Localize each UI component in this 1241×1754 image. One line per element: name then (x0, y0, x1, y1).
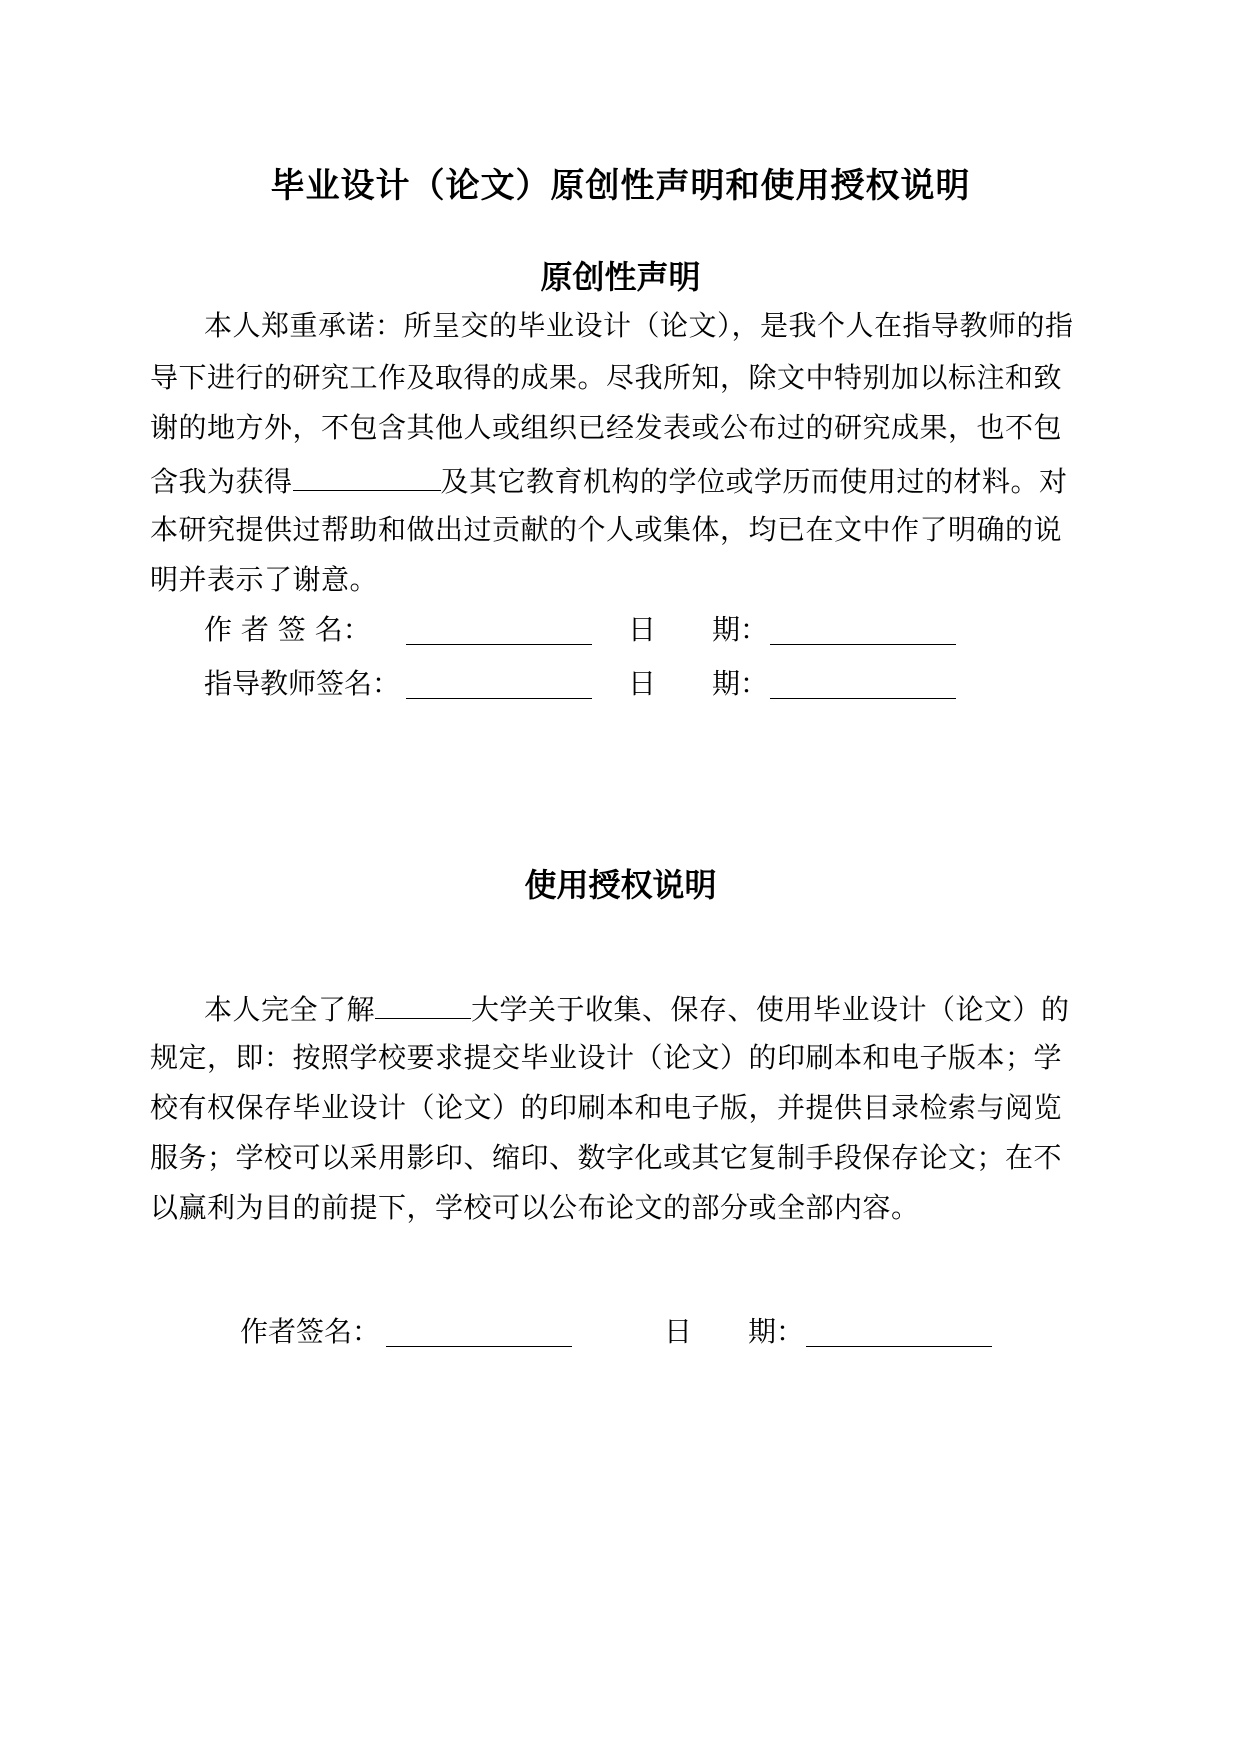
document-title: 毕业设计（论文）原创性声明和使用授权说明 (270, 166, 971, 206)
authorization-line-3: 校有权保存毕业设计（论文）的印刷本和电子版，并提供目录检索与阅览 (150, 1091, 1063, 1124)
auth-author-signature-field[interactable] (386, 1316, 572, 1347)
line4-after: 及其它教育机构的学位或学历而使用过的材料。对 (440, 465, 1068, 498)
auth-date-field[interactable] (806, 1316, 992, 1347)
auth-line1-after: 大学关于收集、保存、使用毕业设计（论文）的 (471, 993, 1070, 1026)
originality-line-2: 导下进行的研究工作及取得的成果。尽我所知，除文中特别加以标注和致 (150, 361, 1063, 394)
advisor-sig-label: 指导教师签名： (204, 667, 401, 700)
author-signature-field[interactable] (406, 614, 592, 645)
authorization-line-1 (204, 988, 1070, 1028)
auth-date-label-b: 期： (748, 1315, 805, 1348)
author-sig-label: 作 者 签 名： (204, 613, 371, 646)
auth-date-label-a: 日 (664, 1315, 693, 1348)
line4-before: 含我为获得 (150, 465, 293, 498)
originality-line-5: 本研究提供过帮助和做出过贡献的个人或集体，均已在文中作了明确的说 (150, 513, 1063, 546)
author-signature-row (204, 612, 371, 648)
date-label-a: 日 (628, 613, 657, 646)
auth-author-sig-label: 作者签名： (240, 1315, 381, 1348)
authorization-line-4: 服务；学校可以采用影印、缩印、数字化或其它复制手段保存论文；在不 (150, 1141, 1063, 1174)
date-label-d: 期： (712, 667, 769, 700)
institution-blank[interactable] (293, 460, 441, 491)
authorization-line-2: 规定，即：按照学校要求提交毕业设计（论文）的印刷本和电子版本；学 (150, 1041, 1063, 1074)
date-label-c: 日 (628, 667, 657, 700)
authorization-heading: 使用授权说明 (524, 866, 717, 904)
advisor-signature-field[interactable] (406, 668, 592, 699)
author-date-field[interactable] (770, 614, 956, 645)
authorization-line-5: 以赢利为目的前提下，学校可以公布论文的部分或全部内容。 (150, 1191, 920, 1224)
originality-line-4 (150, 460, 1068, 500)
advisor-date-field[interactable] (770, 668, 956, 699)
university-blank[interactable] (375, 988, 471, 1019)
originality-line-1: 本人郑重承诺：所呈交的毕业设计（论文），是我个人在指导教师的指 (204, 309, 1074, 342)
auth-line1-before: 本人完全了解 (204, 993, 376, 1026)
originality-line-6: 明并表示了谢意。 (150, 563, 379, 596)
originality-line-3: 谢的地方外，不包含其他人或组织已经发表或公布过的研究成果，也不包 (150, 411, 1063, 444)
originality-heading: 原创性声明 (540, 258, 701, 296)
date-label-b: 期： (712, 613, 769, 646)
